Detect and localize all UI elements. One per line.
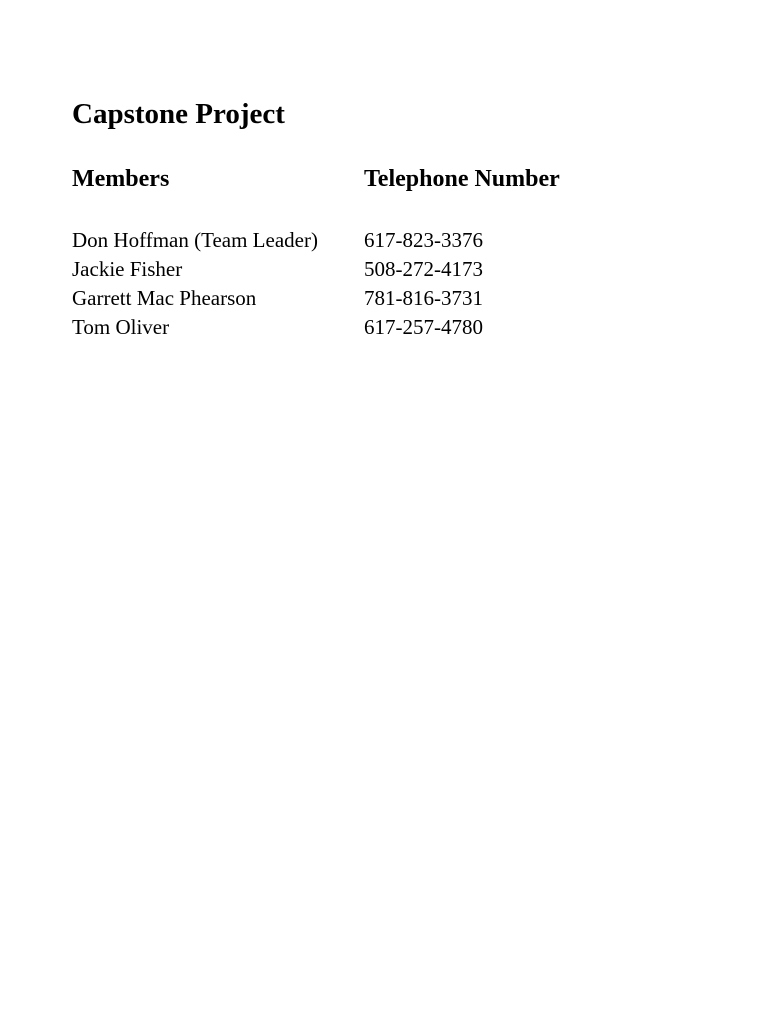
telephone-column-header: Telephone Number — [364, 166, 560, 192]
table-row — [72, 313, 560, 342]
member-phone: 617-257-4780 — [364, 315, 483, 339]
table-row — [72, 226, 560, 255]
document-title: Capstone Project — [72, 98, 285, 130]
member-name: Don Hoffman (Team Leader) — [72, 228, 318, 252]
member-phone: 781-816-3731 — [364, 286, 483, 310]
table-header-row — [72, 162, 560, 196]
member-phone: 508-272-4173 — [364, 257, 483, 281]
member-name: Garrett Mac Phearson — [72, 286, 257, 310]
member-name: Jackie Fisher — [72, 257, 183, 281]
member-name: Tom Oliver — [72, 315, 170, 339]
table-row — [72, 284, 560, 313]
members-column-header: Members — [72, 166, 170, 192]
table-spacer-row — [72, 196, 560, 226]
members-table — [72, 162, 560, 342]
table-row — [72, 255, 560, 284]
member-phone: 617-823-3376 — [364, 228, 483, 252]
table-spacer — [72, 196, 560, 226]
